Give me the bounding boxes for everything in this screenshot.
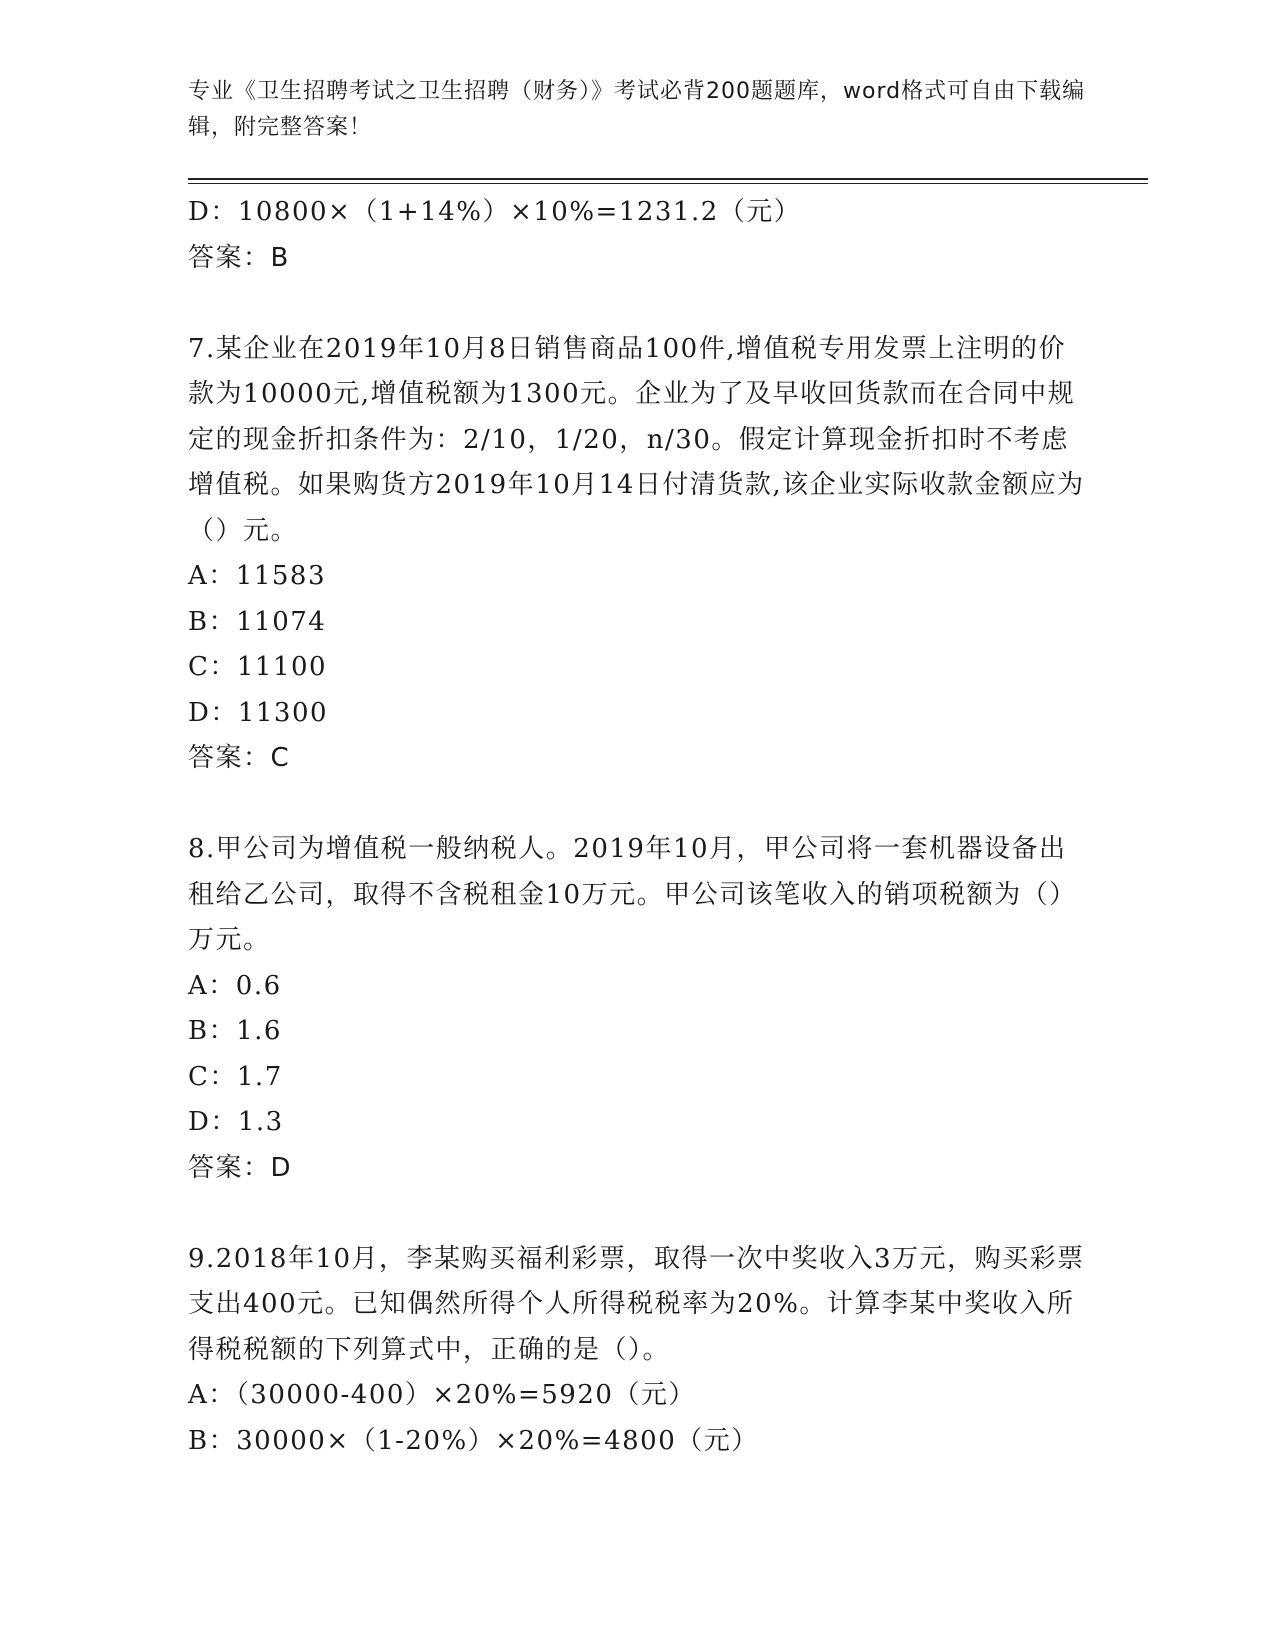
option-c: C：11100 bbox=[188, 652, 328, 682]
question-stem: 7.某企业在2019年10月8日销售商品100件,增值税专用发票上注明的价款为10000元,增值税额为1300元。企业为了及早收回货款而在合同中规定的现金折扣条件为：2/10，1/20，n/30。假定计算现金折扣时不考虑增值税。如果购货方2019年10月14日付清货款,该企业实际收款金额应为（）元。 bbox=[188, 333, 1085, 546]
header-divider bbox=[188, 178, 1148, 184]
spacer bbox=[188, 782, 1088, 828]
document-body bbox=[188, 190, 1088, 1464]
question-9 bbox=[188, 1237, 1088, 1465]
header-title: 专业《卫生招聘考试之卫生招聘（财务）》考试必背200题题库，word格式可自由下载编辑，附完整答案！ bbox=[188, 79, 1086, 140]
question-7 bbox=[188, 327, 1088, 782]
question-8 bbox=[188, 827, 1088, 1191]
question-stem: 8.甲公司为增值税一般纳税人。2019年10月，甲公司将一套机器设备出租给乙公司，取得不含税租金10万元。甲公司该笔收入的销项税额为（）万元。 bbox=[188, 834, 1077, 955]
option-a: A：11583 bbox=[188, 561, 326, 591]
option-a: A：0.6 bbox=[188, 970, 282, 1001]
option-d: D：1.3 bbox=[188, 1107, 284, 1137]
document-header bbox=[188, 74, 1088, 146]
prev-option-d: D：10800×（1+14%）×10%=1231.2（元） bbox=[188, 197, 802, 227]
option-b: B：30000×（1-20%）×20%=4800（元） bbox=[188, 1425, 759, 1456]
prev-answer: 答案：B bbox=[188, 242, 290, 273]
option-d: D：11300 bbox=[188, 697, 329, 728]
option-b: B：1.6 bbox=[188, 1016, 282, 1046]
spacer bbox=[188, 281, 1088, 327]
option-b: B：11074 bbox=[188, 606, 327, 637]
question-stem: 9.2018年10月，李某购买福利彩票，取得一次中奖收入3万元，购买彩票支出400元。已知偶然所得个人所得税税率为20%。计算李某中奖收入所得税税额的下列算式中，正确的是（）。 bbox=[188, 1243, 1085, 1365]
spacer bbox=[188, 1191, 1088, 1237]
option-c: C：1.7 bbox=[188, 1061, 283, 1092]
option-a: A：（30000-400）×20%=5920（元） bbox=[188, 1380, 696, 1410]
answer: 答案：C bbox=[188, 743, 291, 773]
answer: 答案：D bbox=[188, 1152, 293, 1183]
